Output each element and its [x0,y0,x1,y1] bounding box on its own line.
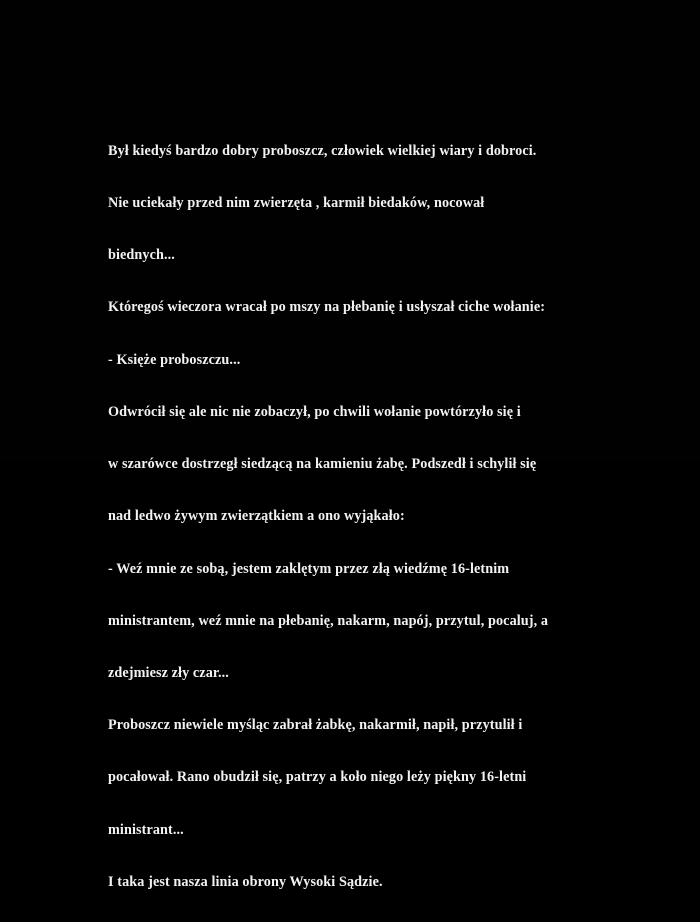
text-line: Któregoś wieczora wracał po mszy na płebanię i usłyszał ciche wołanie: [108,299,546,316]
text-line: - Weź mnie ze sobą, jestem zaklętym przez złą wiedźmę 16-letnim [108,560,510,577]
text-line: zdejmiesz zły czar... [108,665,229,681]
text-line: w szarówce dostrzegł siedzącą na kamieniu żabę. Podszedł i schylił się [108,456,537,473]
text-line: ministrantem, weź mnie na płebanię, nakarm, napój, przytul, pocaluj, a [108,612,549,629]
joke-text-block [108,108,586,922]
text-line: Odwrócił się ale nic nie zobaczył, po chwili wołanie powtórzyło się i [108,403,521,420]
text-line: - Księże proboszczu... [108,351,241,368]
text-line: ministrant... [108,821,184,838]
text-line: biednych... [108,247,175,264]
text-line: I taka jest nasza linia obrony Wysoki Sądzie. [108,873,383,890]
text-line: pocałował. Rano obudził się, patrzy a koło niego leży piękny 16-letni [108,769,527,786]
text-line: nad ledwo żywym zwierzątkiem a ono wyjąkało: [108,508,405,525]
text-line: Proboszcz niewiele myśląc zabrał żabkę, nakarmił, napił, przytulił i [108,717,523,734]
text-line: Był kiedyś bardzo dobry proboszcz, człowiek wielkiej wiary i dobroci. [108,142,537,159]
text-line: Nie uciekały przed nim zwierzęta , karmił biedaków, nocował [108,195,485,212]
